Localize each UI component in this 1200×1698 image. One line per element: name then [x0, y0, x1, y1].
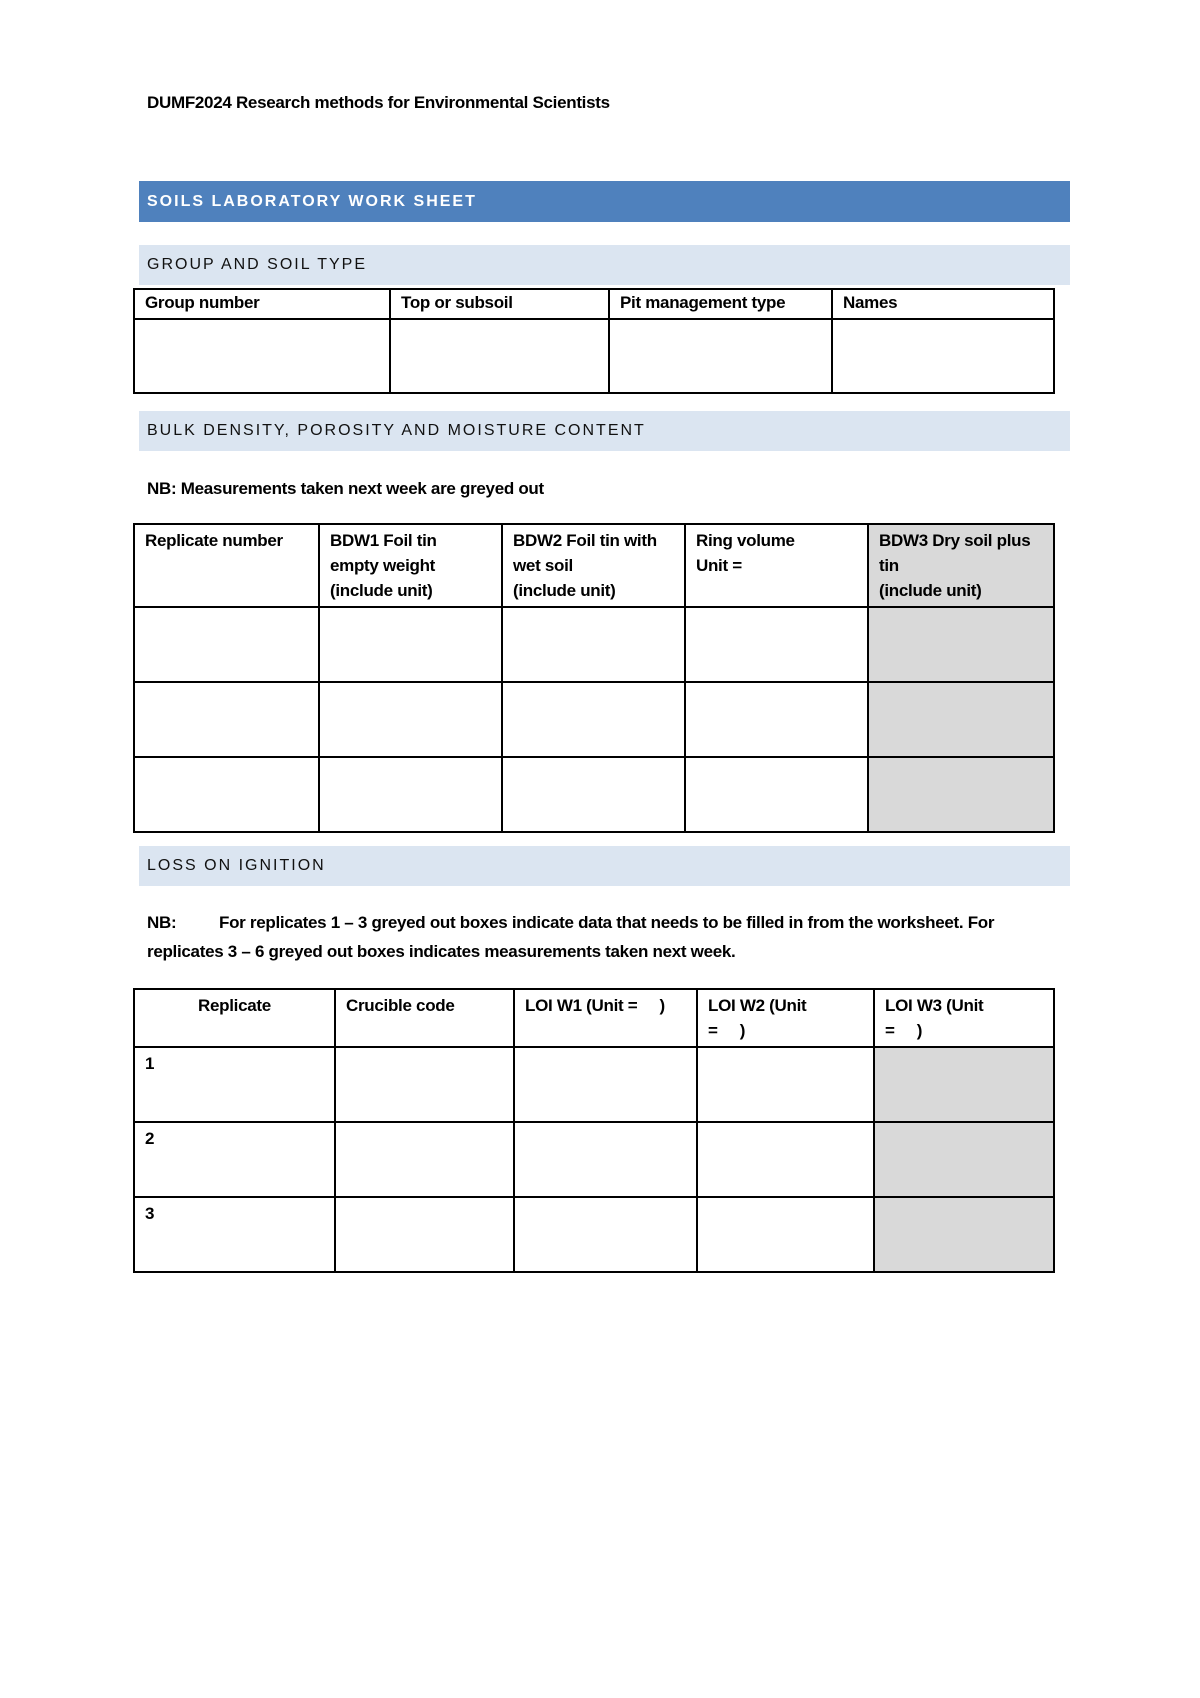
replicate-header: Replicate [134, 989, 335, 1047]
bulk-density-table [133, 523, 1055, 833]
loi-note-label: NB: [147, 913, 177, 932]
bdw1-cell[interactable] [319, 682, 502, 757]
loi-w2-header: LOI W2 (Unit = ) [697, 989, 874, 1047]
ring-volume-cell[interactable] [685, 682, 868, 757]
group-number-cell[interactable] [134, 319, 390, 393]
crucible-code-cell[interactable] [335, 1197, 514, 1272]
ring-volume-cell[interactable] [685, 757, 868, 832]
bdw1-cell[interactable] [319, 607, 502, 682]
loi-w2-cell[interactable] [697, 1047, 874, 1122]
top-or-subsoil-cell[interactable] [390, 319, 609, 393]
bdw2-cell[interactable] [502, 757, 685, 832]
crucible-code-cell[interactable] [335, 1047, 514, 1122]
ring-volume-header: Ring volume Unit = [685, 524, 868, 607]
bulk-density-note: NB: Measurements taken next week are greyed out [147, 479, 544, 498]
replicate-number-cell[interactable] [134, 607, 319, 682]
bdw1-header: BDW1 Foil tin empty weight (include unit) [319, 524, 502, 607]
loi-w1-cell[interactable] [514, 1197, 697, 1272]
bdw3-header: BDW3 Dry soil plus tin (include unit) [868, 524, 1054, 607]
group-soil-table [133, 288, 1055, 394]
table-row [134, 319, 1054, 393]
loi-w1-cell[interactable] [514, 1047, 697, 1122]
loi-w3-cell [874, 1197, 1054, 1272]
loi-w2-cell[interactable] [697, 1197, 874, 1272]
loi-w3-cell [874, 1122, 1054, 1197]
loss-on-ignition-table [133, 988, 1055, 1273]
bulk-density-section-heading: BULK DENSITY, POROSITY AND MOISTURE CONTENT [139, 411, 1070, 451]
names-header: Names [832, 289, 1054, 319]
bdw1-cell[interactable] [319, 757, 502, 832]
bdw3-cell [868, 757, 1054, 832]
table-header-row [134, 989, 1054, 1047]
replicate-cell: 2 [134, 1122, 335, 1197]
ring-volume-cell[interactable] [685, 607, 868, 682]
loi-w1-header: LOI W1 (Unit = ) [514, 989, 697, 1047]
bdw3-cell [868, 682, 1054, 757]
group-soil-section-heading: GROUP AND SOIL TYPE [139, 245, 1070, 285]
crucible-code-header: Crucible code [335, 989, 514, 1047]
loi-note-line-2: replicates 3 – 6 greyed out boxes indicates measurements taken next week. [147, 942, 736, 961]
loi-w2-cell[interactable] [697, 1122, 874, 1197]
table-row [134, 682, 1054, 757]
table-header-row [134, 289, 1054, 319]
table-row [134, 757, 1054, 832]
table-row [134, 1197, 1054, 1272]
loi-w3-header: LOI W3 (Unit = ) [874, 989, 1054, 1047]
names-cell[interactable] [832, 319, 1054, 393]
loi-note-line-1: For replicates 1 – 3 greyed out boxes indicate data that needs to be filled in from the worksheet. For [219, 913, 995, 932]
replicate-number-cell[interactable] [134, 682, 319, 757]
document-header: DUMF2024 Research methods for Environmental Scientists [147, 93, 610, 112]
pit-management-type-cell[interactable] [609, 319, 832, 393]
table-row [134, 1122, 1054, 1197]
replicate-number-header: Replicate number [134, 524, 319, 607]
replicate-cell: 3 [134, 1197, 335, 1272]
worksheet-title-bar: SOILS LABORATORY WORK SHEET [139, 181, 1070, 222]
table-row [134, 607, 1054, 682]
bdw2-cell[interactable] [502, 607, 685, 682]
replicate-number-cell[interactable] [134, 757, 319, 832]
table-row [134, 1047, 1054, 1122]
bdw2-cell[interactable] [502, 682, 685, 757]
loss-on-ignition-section-heading: LOSS ON IGNITION [139, 846, 1070, 886]
bdw2-header: BDW2 Foil tin with wet soil (include unit) [502, 524, 685, 607]
table-header-row [134, 524, 1054, 607]
replicate-cell: 1 [134, 1047, 335, 1122]
loi-w3-cell [874, 1047, 1054, 1122]
top-or-subsoil-header: Top or subsoil [390, 289, 609, 319]
pit-management-type-header: Pit management type [609, 289, 832, 319]
bdw3-cell [868, 607, 1054, 682]
loi-w1-cell[interactable] [514, 1122, 697, 1197]
group-number-header: Group number [134, 289, 390, 319]
crucible-code-cell[interactable] [335, 1122, 514, 1197]
